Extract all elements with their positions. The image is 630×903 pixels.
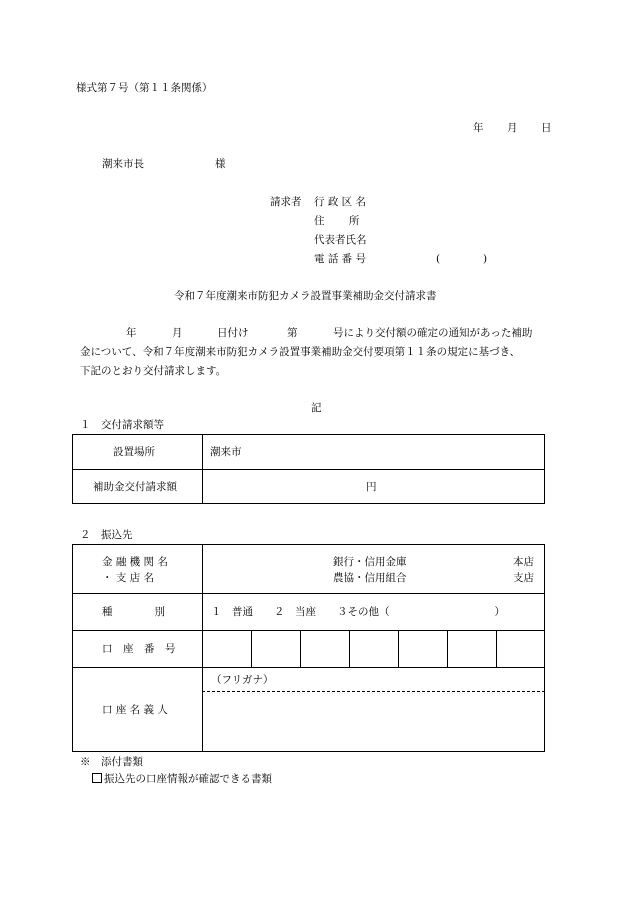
branch-type-2: 支店 [513, 572, 534, 584]
request-amount-label: 補助金交付請求額 [93, 481, 177, 493]
phone-paren-close: ) [483, 253, 488, 265]
table-divider [72, 469, 545, 470]
attachment-item-label: 振込先の口座情報が確認できる書類 [104, 773, 272, 785]
installation-location-value: 潮来市 [210, 446, 242, 458]
table-divider [202, 434, 203, 504]
body-dai: 第 [287, 327, 298, 339]
request-amount-unit: 円 [366, 481, 377, 493]
account-digit-divider [349, 630, 350, 667]
branch-type-1: 本店 [513, 556, 534, 568]
account-digit-divider [447, 630, 448, 667]
installation-location-label: 設置場所 [113, 446, 155, 458]
account-type-options: １ 普通 ２ 当座 ３その他（ ） [211, 606, 505, 618]
table-divider [72, 667, 545, 668]
account-digit-divider [251, 630, 252, 667]
table-divider [72, 593, 545, 594]
account-number-label: 口 座 番 号 [102, 643, 176, 655]
attachment-item [92, 773, 272, 786]
addressee-honorific: 様 [215, 158, 226, 170]
document-title: 令和７年度潮来市防犯カメラ設置事業補助金交付請求書 [174, 290, 437, 302]
representative-label: 代表者氏名 [314, 234, 367, 246]
applicant-label: 請求者 [270, 196, 302, 208]
body-dated: 日付け [217, 327, 249, 339]
form-number: 様式第７号（第１１条関係） [76, 82, 213, 94]
furigana-label: （フリガナ） [211, 674, 274, 686]
section1-heading: １ 交付請求額等 [80, 419, 164, 431]
body-line1-rest: 号により交付額の確定の通知があった補助 [333, 327, 533, 339]
ki-label: 記 [311, 402, 322, 414]
account-holder-label: 口 座 名 義 人 [102, 704, 168, 716]
body-month: 月 [172, 327, 183, 339]
body-line2: 金について、令和７年度潮来市防犯カメラ設置事業補助金交付要項第１１条の規定に基づき、 [80, 346, 521, 358]
body-line3: 下記のとおり交付請求します。 [80, 365, 227, 377]
admin-district-label: 行 政 区 名 [314, 196, 367, 208]
phone-label: 電 話 番 号 [314, 253, 367, 265]
attachments-heading: ※ 添付書類 [80, 756, 143, 768]
date-day-label: 日 [541, 122, 552, 134]
date-month-label: 月 [507, 122, 518, 134]
account-type-label: 種 別 [102, 606, 165, 618]
account-digit-divider [300, 630, 301, 667]
table-divider [72, 630, 545, 631]
table-divider [202, 544, 203, 752]
phone-paren-open: ( [436, 253, 441, 265]
account-digit-divider [496, 630, 497, 667]
checkbox-icon [92, 773, 102, 783]
branch-name-label: ・ 支 店 名 [102, 572, 155, 584]
bank-name-label: 金 融 機 関 名 [102, 556, 168, 568]
bank-type-2: 農協・信用組合 [333, 572, 407, 584]
section2-heading: ２ 振込先 [80, 529, 133, 541]
bank-type-1: 銀行・信用金庫 [333, 556, 407, 568]
addressee-name: 潮来市長 [102, 158, 144, 170]
address-label: 住 所 [314, 215, 360, 227]
date-year-label: 年 [473, 122, 484, 134]
account-digit-divider [398, 630, 399, 667]
body-year: 年 [126, 327, 137, 339]
furigana-divider [202, 691, 545, 692]
